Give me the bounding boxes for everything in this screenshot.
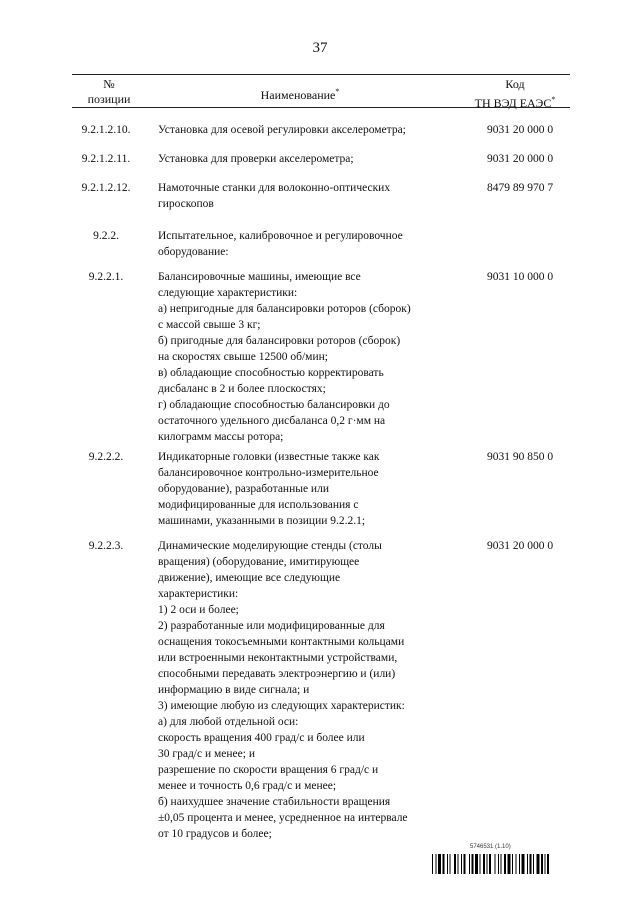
row-name-line: гироскопов xyxy=(158,198,214,210)
row-name xyxy=(158,180,450,212)
header-top-rule xyxy=(72,74,570,75)
row-name xyxy=(158,538,450,842)
row-name-line: движение), имеющие все следующие xyxy=(158,572,341,584)
header-code-footnote-mark: * xyxy=(551,95,556,104)
row-position: 9.2.2. xyxy=(93,230,119,242)
header-name-footnote-mark: * xyxy=(335,87,340,96)
row-name-line: оснащения токосъемными контактными кольцами xyxy=(158,636,405,648)
barcode-number: 5746531 (1.10) xyxy=(470,844,511,850)
row-name-line: вращения) (оборудование, имитирующее xyxy=(158,556,360,568)
row-name-line: или встроенными неконтактными устройствами, xyxy=(158,652,398,664)
row-name xyxy=(158,122,450,138)
row-name-line: машинами, указанными в позиции 9.2.2.1; xyxy=(158,515,366,527)
row-name-line: остаточного удельного дисбаланса 0,2 г·мм на xyxy=(158,415,386,427)
row-name-line: на скоростях свыше 12500 об/мин; xyxy=(158,351,328,363)
row-code: 9031 10 000 0 xyxy=(486,271,554,283)
header-name-label: Наименование xyxy=(260,88,336,102)
row-name-line: г) обладающие способностью балансировки до xyxy=(158,399,390,411)
row-name-line: способными передавать электроэнергию и (или) xyxy=(158,668,396,680)
header-code-line2: ТН ВЭД ЕАЭС xyxy=(474,96,552,110)
row-name-line: модифицированные для использования с xyxy=(158,499,359,511)
row-position: 9.2.1.2.10. xyxy=(81,124,131,136)
row-name-line: балансировочное контрольно-измерительное xyxy=(158,467,379,479)
barcode-icon xyxy=(432,854,590,874)
row-name-line: Динамические моделирующие стенды (столы xyxy=(158,540,382,552)
row-position: 9.2.1.2.12. xyxy=(81,182,131,194)
header-position-line1: № xyxy=(103,77,115,91)
row-name-line: оборудование: xyxy=(158,246,229,258)
row-name-line: дисбаланс в 2 и более плоскостях; xyxy=(158,383,326,395)
row-name xyxy=(158,228,450,260)
row-name xyxy=(158,151,450,167)
row-name-line: Установка для проверки акселерометра; xyxy=(158,153,354,165)
row-name-line: с массой свыше 3 кг; xyxy=(158,319,261,331)
row-name-line: разрешение по скорости вращения 6 град/с и xyxy=(158,764,379,776)
row-name xyxy=(158,449,450,529)
row-name-line: а) непригодные для балансировки роторов (сборок) xyxy=(158,303,411,315)
header-position-line2: позиции xyxy=(87,92,131,106)
row-position: 9.2.1.2.11. xyxy=(81,153,131,165)
row-name-line: 2) разработанные или модифицированные для xyxy=(158,620,385,632)
row-code: 9031 20 000 0 xyxy=(486,540,554,552)
header-code-line1: Код xyxy=(505,77,525,91)
row-name-line: в) обладающие способностью корректировать xyxy=(158,367,384,379)
row-name xyxy=(158,269,450,445)
row-name-line: ±0,05 процента и менее, усредненное на интервале xyxy=(158,812,408,824)
row-name-line: Испытательное, калибровочное и регулировочное xyxy=(158,230,403,242)
row-name-line: скорость вращения 400 град/с и более или xyxy=(158,732,365,744)
row-code: 9031 90 850 0 xyxy=(486,451,554,463)
page-number: 37 xyxy=(312,40,328,56)
row-name-line: 1) 2 оси и более; xyxy=(158,604,239,616)
row-name-line: от 10 градусов и более; xyxy=(158,828,272,840)
header-code-column xyxy=(455,77,575,111)
row-name-line: оборудование), разработанные или xyxy=(158,483,329,495)
row-name-line: а) для любой отдельной оси: xyxy=(158,716,299,728)
row-position: 9.2.2.2. xyxy=(88,451,124,463)
row-name-line: Установка для осевой регулировки акселерометра; xyxy=(158,124,406,136)
row-name-line: информацию в виде сигнала; и xyxy=(158,684,310,696)
header-name-column xyxy=(160,84,440,103)
row-name-line: Балансировочные машины, имеющие все xyxy=(158,271,361,283)
header-position-column xyxy=(72,77,146,107)
row-name-line: Индикаторные головки (известные также как xyxy=(158,451,380,463)
row-name-line: следующие характеристики: xyxy=(158,287,298,299)
row-name-line: б) наихудшее значение стабильности вращения xyxy=(158,796,391,808)
row-name-line: 3) имеющие любую из следующих характеристик: xyxy=(158,700,405,712)
row-code: 9031 20 000 0 xyxy=(486,153,554,165)
row-position: 9.2.2.1. xyxy=(88,271,124,283)
row-name-line: характеристики: xyxy=(158,588,239,600)
row-name-line: менее и точность 0,6 град/с и менее; xyxy=(158,780,337,792)
row-position: 9.2.2.3. xyxy=(88,540,124,552)
row-code: 9031 20 000 0 xyxy=(486,124,554,136)
row-name-line: Намоточные станки для волоконно-оптических xyxy=(158,182,391,194)
row-name-line: килограмм массы ротора; xyxy=(158,431,284,443)
row-name-line: б) пригодные для балансировки роторов (сборок) xyxy=(158,335,401,347)
row-name-line: 30 град/с и менее; и xyxy=(158,748,255,760)
row-code: 8479 89 970 7 xyxy=(486,182,554,194)
